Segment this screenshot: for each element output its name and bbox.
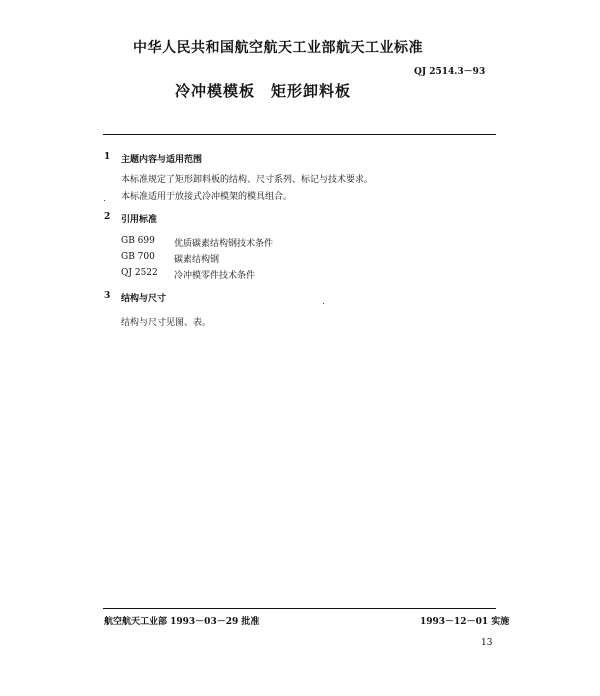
section-title: 引用标准	[121, 215, 158, 225]
document-title: 冷冲模模板 矩形卸料板	[175, 82, 352, 100]
reference-name: 优质碳素结构钢技术条件	[174, 239, 274, 249]
section-number: 1	[104, 152, 111, 162]
section-number: 2	[104, 212, 111, 222]
scan-speck	[323, 303, 324, 304]
approval-line: 航空航天工业部 1993－03－29 批准	[104, 617, 260, 627]
reference-code: QJ 2522	[121, 268, 158, 278]
reference-code: GB 700	[121, 252, 155, 262]
reference-name: 碳素结构钢	[174, 255, 220, 265]
footer-divider	[103, 608, 496, 609]
scan-speck	[104, 200, 105, 201]
issuing-authority-line: 中华人民共和国航空航天工业部航天工业标准	[133, 40, 423, 56]
header-divider	[103, 134, 496, 135]
standard-number: QJ 2514.3－93	[414, 67, 486, 77]
reference-name: 冷冲模零件技术条件	[174, 271, 256, 281]
page-number: 13	[481, 638, 493, 648]
paragraph: 结构与尺寸见图、表。	[121, 318, 212, 328]
reference-code: GB 699	[121, 236, 155, 246]
section-title: 主题内容与适用范围	[121, 155, 203, 165]
paragraph: 本标准规定了矩形卸料板的结构、尺寸系列、标记与技术要求。	[121, 175, 374, 185]
implementation-date: 1993－12－01 实施	[420, 617, 510, 627]
section-number: 3	[104, 291, 111, 301]
section-title: 结构与尺寸	[121, 294, 167, 304]
paragraph: 本标准适用于放接式冷冲模架的模具组合。	[121, 192, 293, 202]
